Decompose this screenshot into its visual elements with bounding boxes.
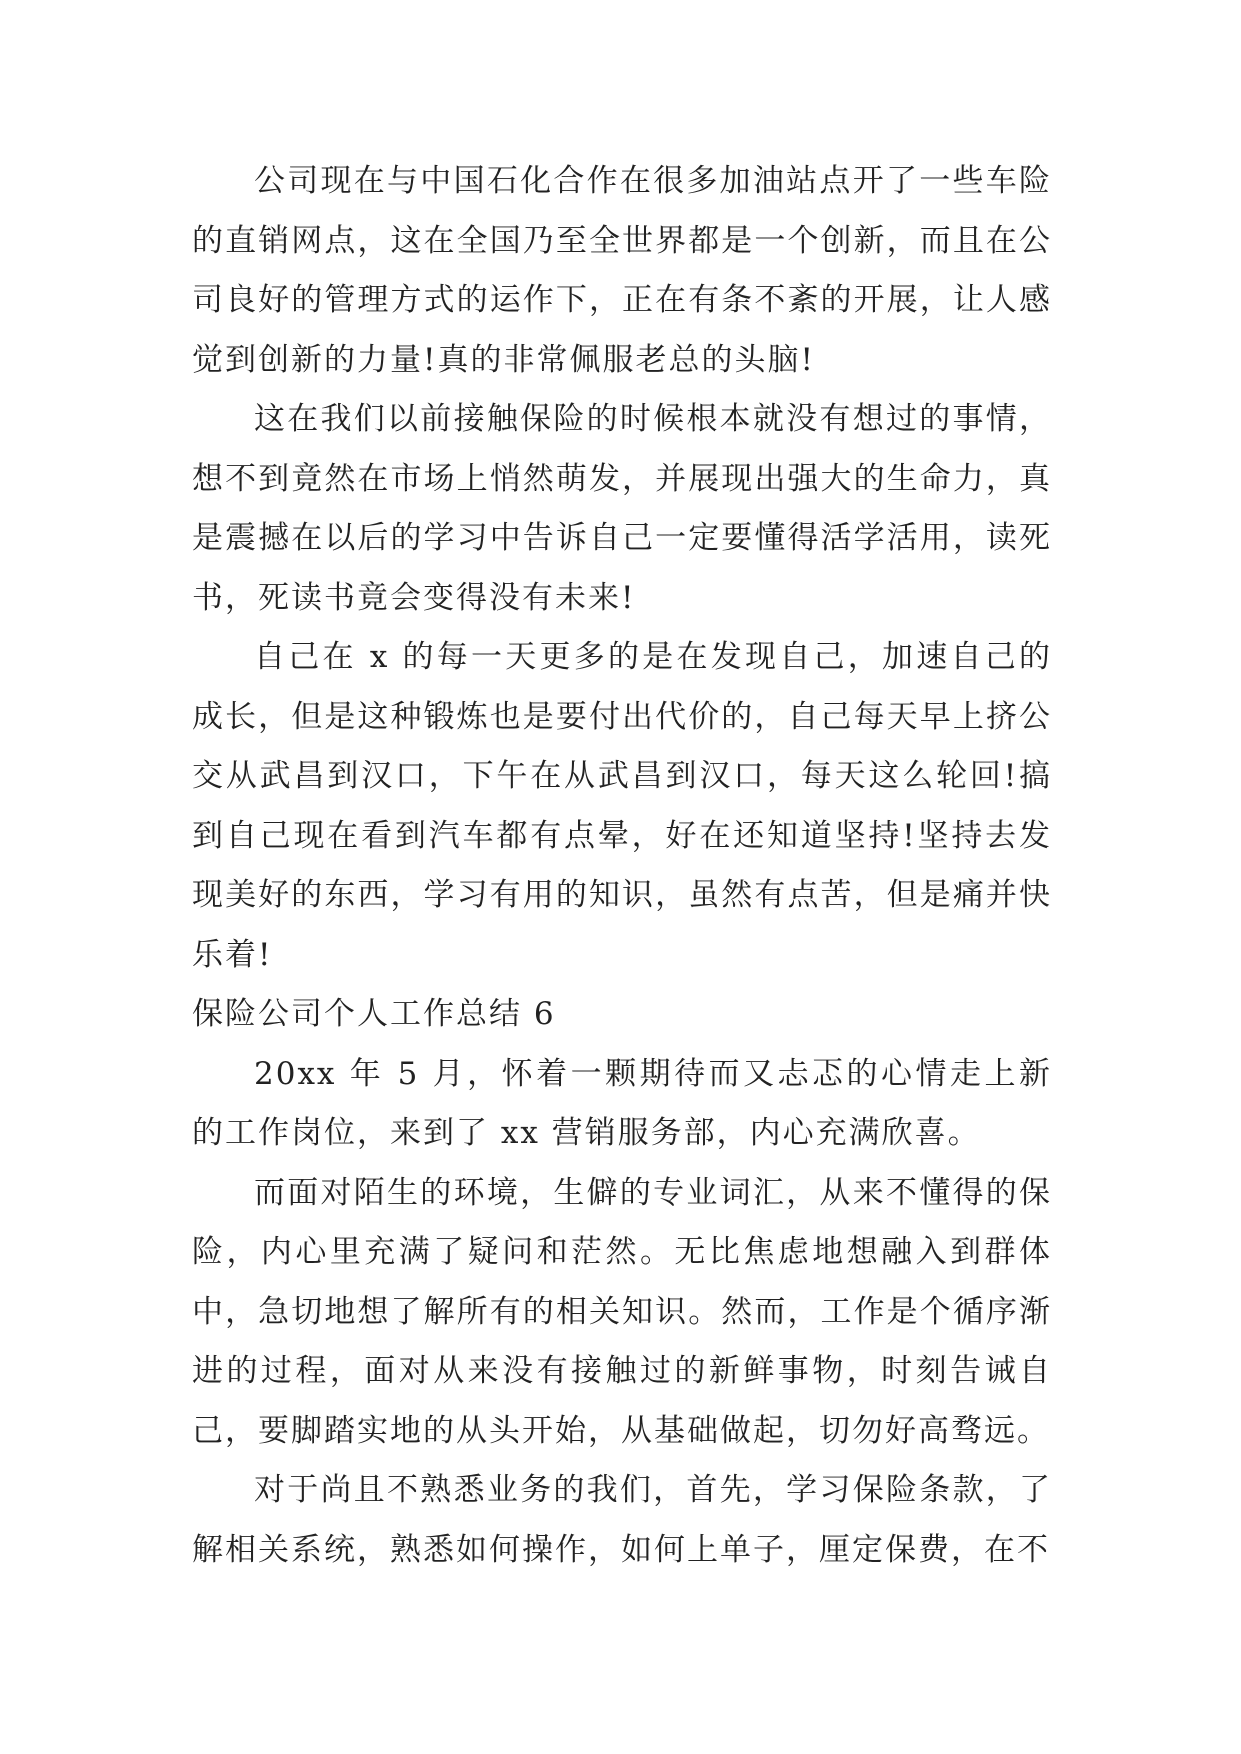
paragraph-market: 这在我们以前接触保险的时候根本就没有想过的事情，想不到竟然在市场上悄然萌发，并展现出强大的生命力，真是震撼在以后的学习中告诉自己一定要懂得活学活用，读死书，死读书竟会变得没有未来! xyxy=(192,401,1052,616)
paragraph-learning: 对于尚且不熟悉业务的我们，首先，学习保险条款，了解相关系统，熟悉如何操作，如何上单子，厘定保费，在不 xyxy=(192,1472,1052,1568)
document-body xyxy=(192,152,1052,1580)
paragraph-innovation: 公司现在与中国石化合作在很多加油站点开了一些车险的直销网点，这在全国乃至全世界都是一个创新，而且在公司良好的管理方式的运作下，正在有条不紊的开展，让人感觉到创新的力量!真的非常佩服老总的头脑! xyxy=(192,163,1052,378)
paragraph-new-job: 20xx 年 5 月，怀着一颗期待而又忐忑的心情走上新的工作岗位，来到了 xx 营销服务部，内心充满欣喜。 xyxy=(192,1055,1052,1151)
paragraph-unfamiliar: 而面对陌生的环境，生僻的专业词汇，从来不懂得的保险，内心里充满了疑问和茫然。无比焦虑地想融入到群体中，急切地想了解所有的相关知识。然而，工作是个循序渐进的过程，面对从来没有接触过的新鲜事物，时刻告诫自己，要脚踏实地的从头开始，从基础做起，切勿好高骛远。 xyxy=(192,1174,1052,1449)
paragraph-growth: 自己在 x 的每一天更多的是在发现自己，加速自己的成长，但是这种锻炼也是要付出代价的，自己每天早上挤公交从武昌到汉口，下午在从武昌到汉口，每天这么轮回!搞到自己现在看到汽车都有点晕，好在还知道坚持!坚持去发现美好的东西，学习有用的知识，虽然有点苦，但是痛并快乐着! xyxy=(192,639,1052,973)
section-heading: 保险公司个人工作总结 6 xyxy=(192,996,556,1032)
